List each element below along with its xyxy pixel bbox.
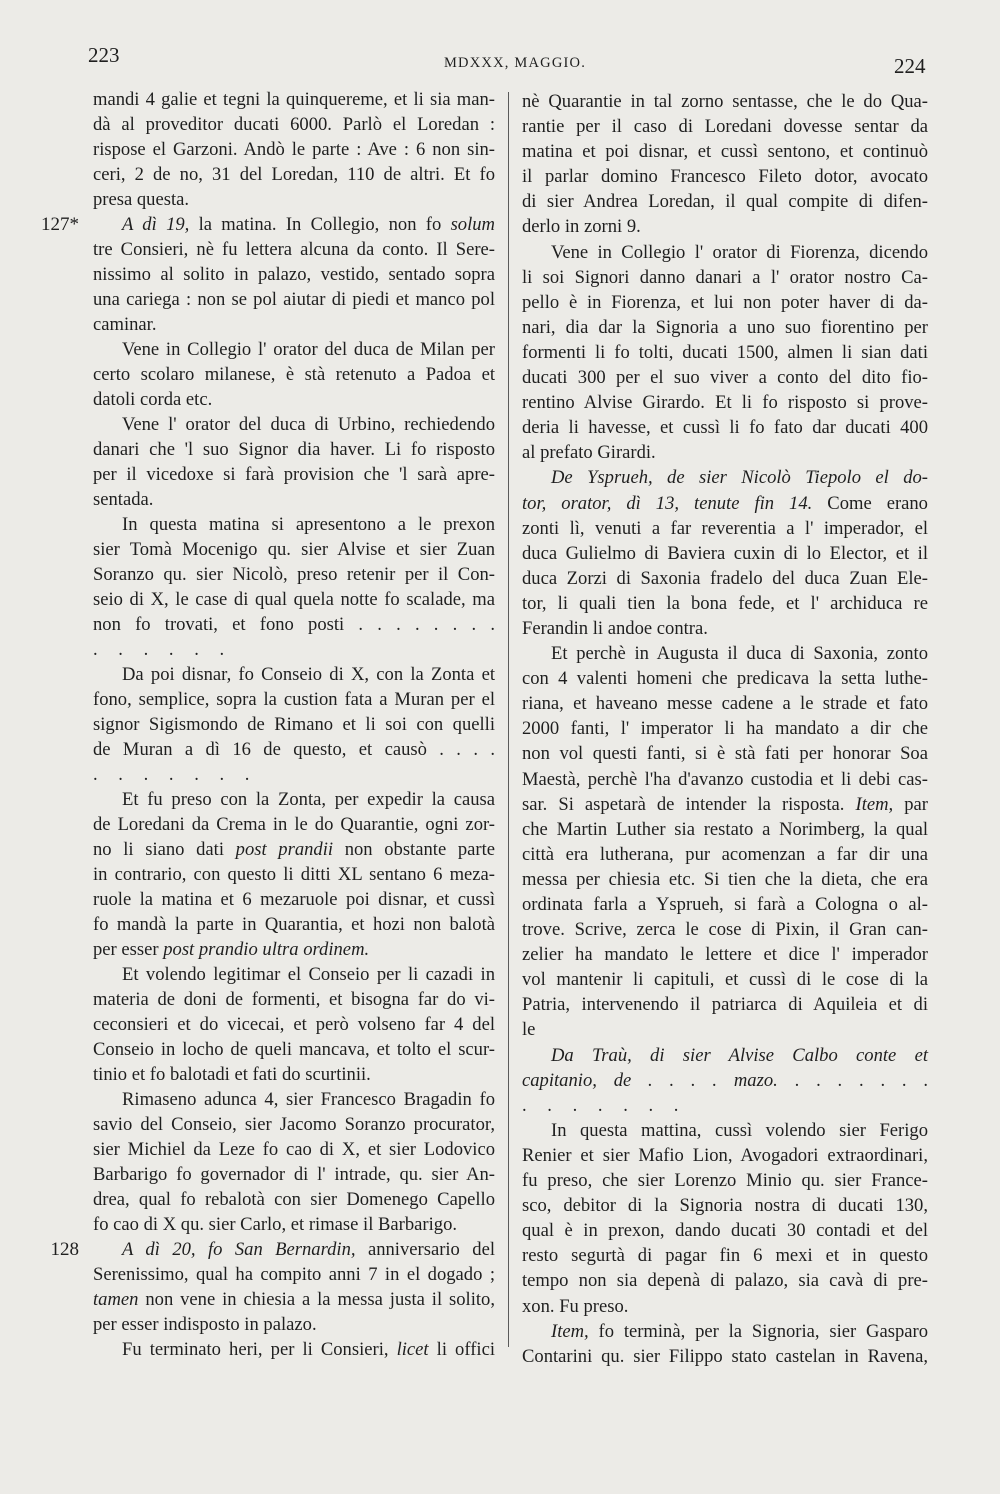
text-line: Et volendo legitimar el Conseio per li cazadi in	[122, 964, 495, 985]
text-line: ruole la matina et 6 mezaruole poi disnar, et cussì	[93, 889, 495, 910]
text-line: Et fu preso con la Zonta, per expedir la causa	[122, 789, 495, 810]
text-line: trove. Scrive, zerca le cose di Pixin, il Gran can-	[522, 919, 928, 941]
italic-text: Item,	[855, 793, 894, 815]
text-line: Vene in Collegio l' orator del duca de Milan per	[122, 339, 495, 360]
text-line: formenti li fo tolti, ducati 1500, almen li sian dati	[522, 341, 928, 363]
italic-text: Da Traù, di sier Alvise Calbo conte et	[551, 1044, 928, 1066]
italic-text: A dì 19,	[122, 214, 190, 235]
text-line: Soranzo qu. sier Nicolò, preso retenir per il Con-	[93, 564, 495, 585]
text-line	[522, 491, 928, 516]
text-line: fu preso, che sier Lorenzo Minio qu. sier France-	[522, 1170, 928, 1192]
text-line: . . . . . . .	[522, 1094, 687, 1116]
text-column-left	[41, 87, 495, 1362]
text-segment: la matina. In Collegio, non fo	[189, 214, 451, 235]
paragraph	[93, 337, 495, 412]
paragraph	[93, 512, 495, 662]
page-number-right: 224	[894, 54, 926, 78]
text-line: drea, qual fo rebalotà con sier Domenego Capello	[93, 1189, 495, 1210]
paragraph	[50, 1237, 495, 1337]
text-line: città era lutherana, pur acomenzan a far dir una	[522, 843, 928, 865]
text-line: de Muran a dì 16 de questo, et causò . . . .	[93, 739, 495, 760]
text-column-right	[522, 89, 928, 1369]
text-line: qual è in prexon, dando ducati 30 contadi et del	[522, 1220, 928, 1242]
text-line: rispose el Garzoni. Andò le parte : Ave : 6 non sin-	[93, 139, 495, 160]
text-line: de Loredani da Crema in le do Quarantie, ogni zor-	[93, 814, 495, 835]
page-number-left: 223	[88, 43, 120, 67]
text-segment: Fu terminato heri, per li Consieri,	[122, 1339, 397, 1360]
text-line	[93, 1337, 495, 1362]
text-line: non fo trovati, et fono posti . . . . . . . .	[93, 614, 495, 635]
text-line: materia de doni de formenti, et bisogna far do vi-	[93, 989, 495, 1010]
text-line: le	[522, 1019, 536, 1041]
italic-text: post prandii	[235, 839, 334, 860]
text-segment: no li siano dati	[93, 839, 236, 860]
text-line: 2000 fanti, l' imperator li ha mandato a dir che	[522, 718, 928, 740]
text-line: ducati 300 per el suo viver a conto del dito fio-	[522, 367, 928, 389]
text-line: . . . . . .	[93, 639, 233, 660]
text-line: mandi 4 galie et tegni la quinquereme, et li sia man-	[93, 89, 495, 110]
paragraph	[522, 641, 928, 1043]
text-line: sier Michiel da Leze fo cao di X, et sier Lodovico	[93, 1139, 495, 1160]
text-line: con 4 valenti homeni che predicava la setta luthe-	[522, 668, 928, 690]
text-segment: par	[893, 793, 929, 815]
paragraph	[93, 787, 495, 962]
paragraph	[522, 1118, 928, 1319]
text-line: nissimo al solito in palazo, vestido, sentado sopra	[93, 264, 495, 285]
text-line: ceri, 2 de no, 31 del Loredan, 110 de altri. Et fo	[93, 164, 495, 185]
paragraph	[522, 465, 928, 641]
text-line	[93, 1287, 495, 1312]
text-segment: Come erano	[812, 492, 928, 514]
text-line: tre Consieri, nè fu lettera alcuna da conto. Il Sere-	[93, 239, 495, 260]
margin-note: 128	[50, 1239, 79, 1260]
text-line: di sier Andrea Loredan, il qual compite di difen-	[522, 191, 928, 213]
text-line: fo mandà la parte in Quarantia, et hozi non balotà	[93, 914, 495, 935]
text-line: rantie per il caso di Loredani dovesse sentar da	[522, 116, 928, 138]
text-line: Conseio in locho de queli mancava, et tolto el scur-	[93, 1039, 495, 1060]
text-segment: anniversario del	[355, 1239, 495, 1260]
paragraph	[522, 89, 928, 240]
text-line	[522, 465, 928, 490]
paragraph	[522, 1319, 928, 1369]
text-line: una cariega : non se pol aiutar di piedi et manco pol	[93, 289, 495, 310]
italic-text: capitanio, de . . . . mazo.	[522, 1069, 778, 1091]
paragraph	[93, 1337, 495, 1362]
text-line: In questa matina si apresentono a le prexon	[122, 514, 495, 535]
text-line: deria li havesse, et cussì li fo fato dar ducati 400	[522, 417, 928, 439]
text-line: dà al proveditor ducati 6000. Parlò el Loredan :	[93, 114, 495, 135]
paragraph	[93, 412, 495, 512]
text-line: pello è in Fiorenza, et lui non poter haver di da-	[522, 291, 928, 313]
text-line: Renier et sier Mafio Lion, Avogadori extraordinari,	[522, 1144, 928, 1166]
text-line: in contrario, con questo li ditti XL sentano 6 meza-	[93, 864, 495, 885]
text-segment: per esser	[93, 939, 164, 960]
text-line: Rimaseno adunca 4, sier Francesco Bragadin fo	[122, 1089, 495, 1110]
text-line: . . . . . . .	[93, 764, 258, 785]
text-line	[93, 1237, 495, 1262]
text-line: Vene in Collegio l' orator di Fiorenza, dicendo	[551, 241, 928, 263]
text-line: Vene l' orator del duca di Urbino, rechiedendo	[122, 414, 495, 435]
italic-text: tor, orator, dì 13, tenute fin 14.	[522, 492, 813, 514]
paragraph	[93, 1087, 495, 1237]
text-line: Maestà, perchè l'ha d'avanzo custodia et li debi cas-	[522, 768, 928, 790]
text-line: Et perchè in Augusta il duca di Saxonia, zonto	[551, 643, 928, 665]
text-line	[522, 1068, 928, 1093]
text-line: fo cao di X qu. sier Carlo, et rimase il Barbarigo.	[93, 1214, 458, 1235]
text-line: al prefato Girardi.	[522, 442, 656, 464]
text-line: zelier ha mandato le lettere et dice l' imperador	[522, 944, 928, 966]
text-segment: non obstante parte	[333, 839, 495, 860]
text-line: duca Zorzi di Saxonia fradelo del duca Zuan Ele-	[522, 567, 928, 589]
italic-text: licet	[396, 1339, 429, 1360]
text-line: resto segurtà di pagar fin 6 mexi et in questo	[522, 1245, 928, 1267]
text-line: sentada.	[93, 489, 154, 510]
running-title: MDXXX, MAGGIO.	[443, 55, 587, 71]
text-line	[522, 792, 928, 817]
text-line: ceconsieri et do vicecai, et però volseno far 4 del	[93, 1014, 495, 1035]
text-segment: fo terminà, per la Signoria, sier Gasparo	[588, 1320, 928, 1342]
text-line: sco, debitor di la Signoria nostra di ducati 130,	[522, 1195, 928, 1217]
text-line: tempo non sia depenà di palazo, sia cavà di pre-	[522, 1270, 928, 1292]
text-line: datoli corda etc.	[93, 389, 213, 410]
text-line: zonti lì, venuti a far reverentia a l' imperador, el	[522, 517, 928, 539]
text-line: Ferandin li andoe contra.	[522, 617, 708, 639]
text-line	[522, 1319, 928, 1344]
text-line: vol mantenir li capituli, et cussì di le cose di la	[522, 969, 928, 991]
text-line: In questa mattina, cussì volendo sier Ferigo	[551, 1119, 928, 1141]
text-line	[522, 1043, 928, 1068]
text-line: li soi Signori danno danari a l' orator nostro Ca-	[522, 266, 928, 288]
italic-text: De Ysprueh, de sier Nicolò Tiepolo el do-	[551, 467, 928, 489]
text-line: nè Quarantie in tal zorno sentasse, che le do Qua-	[522, 91, 928, 112]
text-line: certo scolaro milanese, è stà retenuto a Padoa et	[93, 364, 495, 385]
italic-text: solum	[450, 214, 495, 235]
text-line: per il vicedoxe si farà provision che 'l sarà apre-	[93, 464, 495, 485]
text-line: ordinata farla a Ysprueh, si farà a Cologna o al-	[522, 894, 928, 915]
paragraph	[41, 212, 495, 337]
italic-text: Item,	[551, 1320, 589, 1342]
text-line: signor Sigismondo de Rimano et li soi con quelli	[93, 714, 495, 735]
paragraph	[93, 962, 495, 1087]
text-line: riana, et haveano messe cadene a le strade et fato	[522, 693, 928, 715]
text-line	[93, 212, 495, 237]
text-line: caminar.	[93, 314, 157, 335]
italic-text: A dì 20, fo San Bernardin,	[122, 1239, 356, 1260]
text-line: il parlar domino Francesco Fileto dotor, avocato	[522, 166, 928, 188]
text-segment: li offici	[428, 1339, 495, 1360]
text-line: tinio et fo balotadi et fati do scurtinii.	[93, 1064, 371, 1085]
paragraph	[522, 1043, 928, 1118]
column-divider	[508, 92, 509, 1347]
text-line: xon. Fu preso.	[522, 1295, 629, 1317]
paragraph	[93, 662, 495, 787]
text-line: che Martin Luther sia restato a Norimberg, la qual	[522, 818, 928, 840]
text-line: per esser indisposto in palazo.	[93, 1314, 317, 1335]
text-line	[93, 937, 495, 962]
text-segment: . . . . . . .	[777, 1069, 929, 1091]
text-line: derlo in zorni 9.	[522, 216, 641, 238]
text-line: Contarini qu. sier Filippo stato castelan in Ravena,	[522, 1345, 928, 1367]
text-line: Patria, intervenendo il patriarca di Aquileia et di	[522, 994, 928, 1016]
text-line: fono, semplice, sopra la custion fata a Muran per el	[93, 689, 495, 710]
text-line: presa questa.	[93, 189, 190, 210]
text-segment: non vene in chiesia a la messa justa il solito,	[138, 1289, 495, 1310]
italic-text: post prandio ultra ordinem.	[163, 939, 370, 960]
paragraph	[522, 240, 928, 466]
paragraph	[93, 87, 495, 212]
text-line: sier Tomà Mocenigo qu. sier Alvise et sier Zuan	[93, 539, 495, 560]
text-line: seio di X, le case di qual quela notte fo scalade, ma	[93, 589, 495, 610]
text-line: savio del Conseio, sier Jacomo Soranzo procurator,	[93, 1114, 495, 1135]
text-line: messa per chiesia etc. Si tien che la dieta, che era	[522, 868, 928, 890]
margin-note: 127*	[41, 214, 79, 235]
text-line	[93, 837, 495, 862]
text-line: rentino Alvise Girardo. Et li fo risposto si prove-	[522, 392, 928, 414]
text-line: matina et poi disnar, et cussì sentono, et continuò	[522, 141, 928, 163]
text-line: Serenissimo, qual ha compito anni 7 in el dogado ;	[93, 1264, 495, 1285]
text-segment: sar. Si aspetarà de intender la risposta.	[522, 793, 856, 815]
text-line: non vol questi fanti, si è stà fati per honorar Soa	[522, 743, 928, 765]
text-line: duca Gulielmo di Baviera cuxin di lo Elector, et il	[522, 542, 928, 564]
text-line: nari, dia dar la Signoria a uno suo fiorentino per	[522, 316, 928, 338]
text-line: tor, li quali tien la bona fede, et l' archiduca re	[522, 592, 928, 614]
text-line: Da poi disnar, fo Conseio di X, con la Zonta et	[122, 664, 495, 685]
italic-text: tamen	[93, 1289, 139, 1310]
text-line: danari che 'l suo Signor dia haver. Li fo risposto	[93, 439, 495, 460]
text-line: Barbarigo fo governador di l' intrade, qu. sier An-	[93, 1164, 495, 1185]
